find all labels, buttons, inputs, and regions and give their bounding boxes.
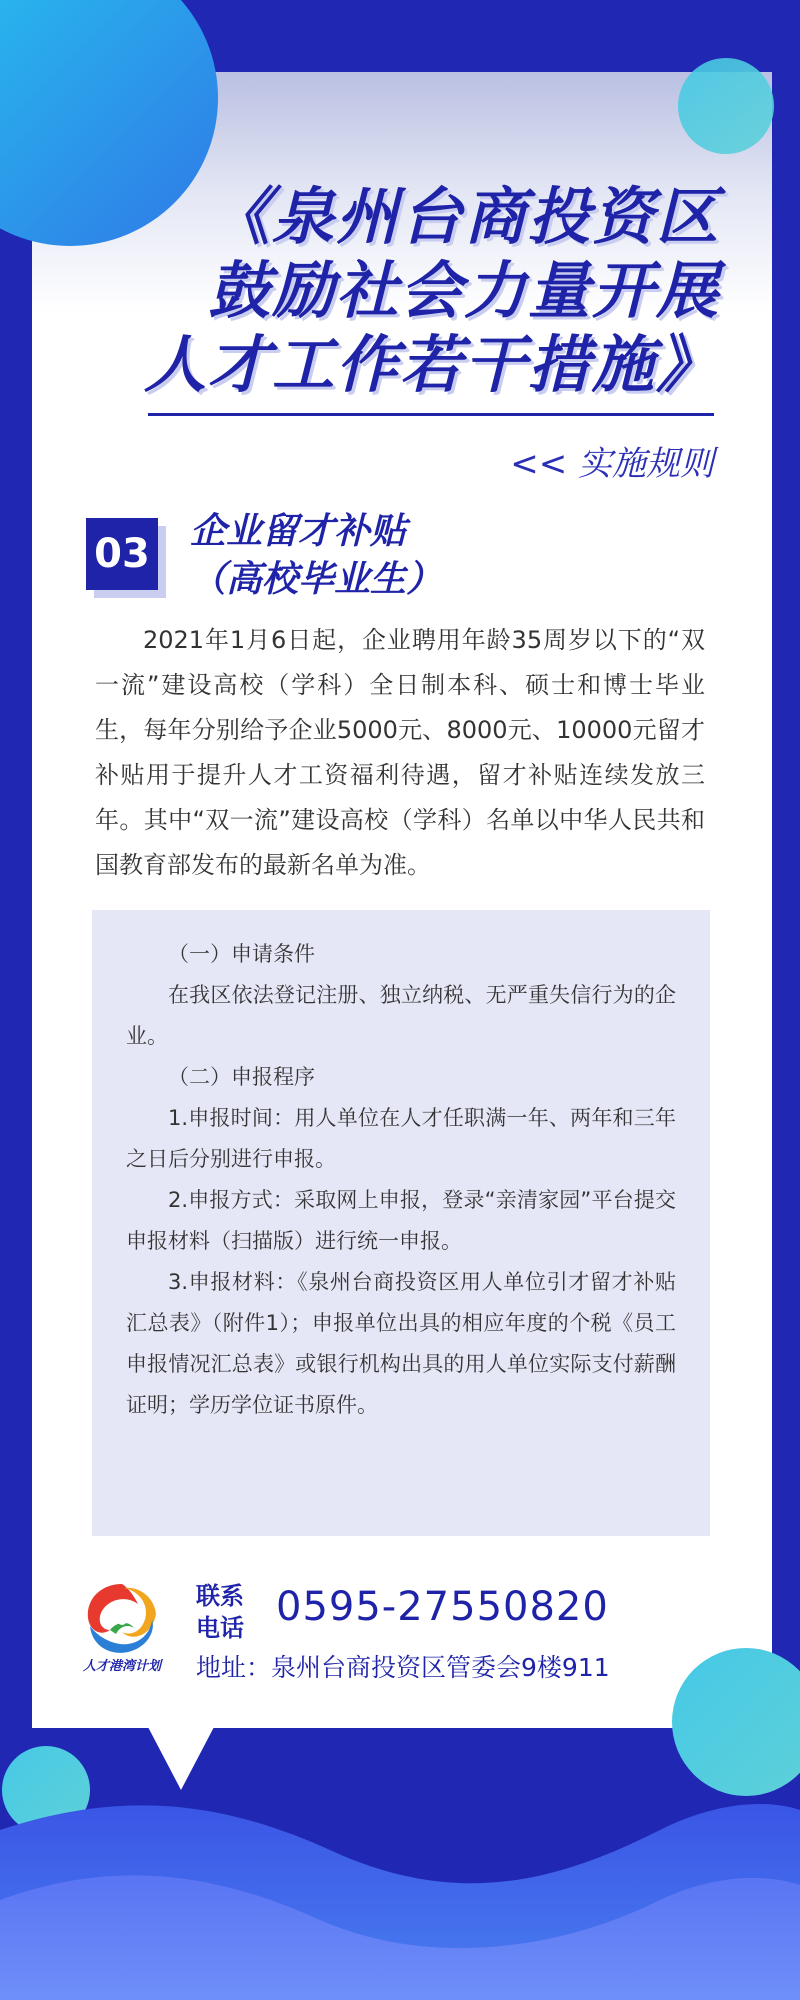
contact-address: 地址：泉州台商投资区管委会9楼911 bbox=[196, 1653, 610, 1682]
talent-harbor-logo bbox=[70, 1574, 174, 1678]
logo-swirl-icon bbox=[88, 1584, 156, 1653]
title-line-1: 《泉州台商投资区 bbox=[207, 180, 720, 253]
info-box bbox=[92, 910, 710, 1536]
contact-phone-number[interactable]: 0595-27550820 bbox=[276, 1584, 609, 1630]
info-text-time: 1.申报时间：用人单位在人才任职满一年、两年和三年之日后分别进行申报。 bbox=[126, 1106, 676, 1171]
contact-label-line-2: 电话 bbox=[196, 1614, 244, 1642]
subtitle: << 实施规则 bbox=[510, 444, 714, 484]
decor-circle-top-right bbox=[678, 58, 774, 154]
section-title bbox=[190, 508, 442, 604]
contact-label-line-1: 联系 bbox=[196, 1582, 244, 1610]
info-text-method: 2.申报方式：采取网上申报，登录“亲清家园”平台提交申报材料（扫描版）进行统一申报。 bbox=[126, 1188, 676, 1253]
contact-phone-label bbox=[196, 1580, 244, 1644]
section-number-badge: 03 bbox=[86, 518, 158, 590]
decor-circle-bottom-right bbox=[672, 1648, 800, 1796]
card-pointer bbox=[148, 1727, 214, 1790]
info-text-conditions: 在我区依法登记注册、独立纳税、无严重失信行为的企业。 bbox=[126, 983, 676, 1048]
title-underline bbox=[148, 413, 714, 416]
info-heading-conditions: （一）申请条件 bbox=[168, 942, 315, 966]
logo-text: 人才港湾计划 bbox=[82, 1659, 162, 1674]
body-paragraph: 2021年1月6日起，企业聘用年龄35周岁以下的“双一流”建设高校（学科）全日制本科、硕士和博士毕业生，每年分别给予企业5000元、8000元、10000元留才补贴用于提升人才工资福利待遇，留才补贴连续发放三年。其中“双一流”建设高校（学科）名单以中华人民共和国教育部发布的最新名单为准。 bbox=[95, 626, 705, 879]
page-title bbox=[100, 180, 720, 402]
info-heading-procedure: （二）申报程序 bbox=[168, 1065, 315, 1089]
info-text-materials: 3.申报材料：《泉州台商投资区用人单位引才留才补贴汇总表》（附件1）；申报单位出具的相应年度的个税《员工申报情况汇总表》或银行机构出具的用人单位实际支付薪酬证明；学历学位证书原件。 bbox=[126, 1270, 676, 1417]
title-line-3: 人才工作若干措施》 bbox=[143, 328, 720, 401]
section-title-line-2: （高校毕业生） bbox=[190, 559, 443, 600]
section-title-line-1: 企业留才补贴 bbox=[190, 511, 407, 552]
info-box-content bbox=[126, 934, 676, 1426]
title-line-2: 鼓励社会力量开展 bbox=[207, 254, 720, 327]
